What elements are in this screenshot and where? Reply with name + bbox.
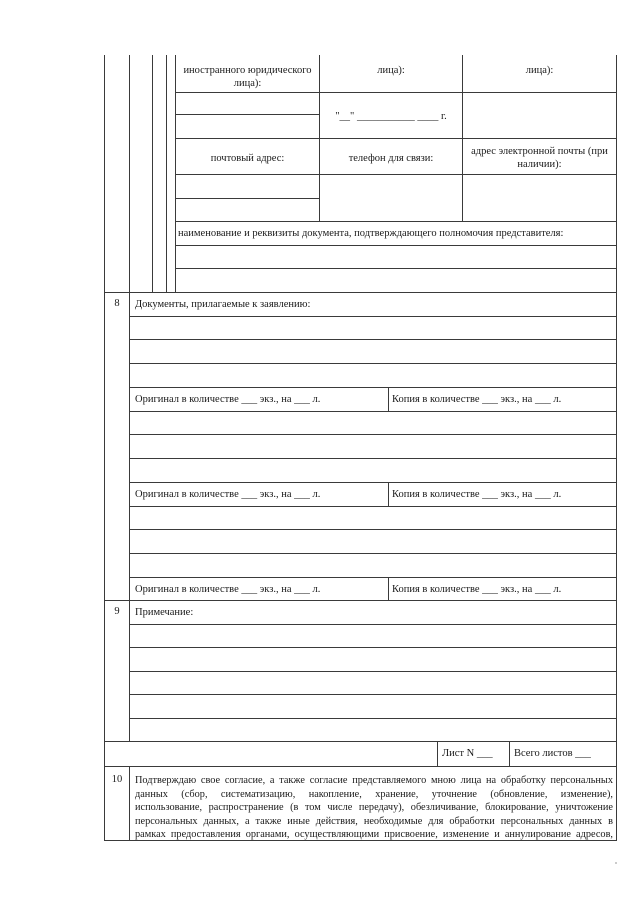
- section-10-number: 10: [111, 774, 123, 785]
- sheet-row-top-border: [104, 741, 617, 742]
- section-9-title: Примечание:: [135, 607, 194, 618]
- scan-speck: [615, 862, 617, 864]
- original-count-2: Оригинал в количестве ___ экз., на ___ л.: [135, 489, 321, 500]
- note-line: [130, 624, 617, 625]
- sheet-divider-2: [509, 741, 510, 766]
- doc-line: [130, 387, 617, 388]
- doc-line: [130, 458, 617, 459]
- consent-line: данных (сбор, систематизацию, накопление, хранение, уточнение (обновление, изменение),: [135, 788, 613, 800]
- copy-divider: [388, 482, 389, 506]
- original-count-3: Оригинал в количестве ___ экз., на ___ л.: [135, 584, 321, 595]
- consent-paragraph: [135, 774, 613, 842]
- note-line: [130, 671, 617, 672]
- doc-line: [130, 434, 617, 435]
- rep-col1-field-line: [175, 114, 319, 115]
- doc-line: [130, 411, 617, 412]
- doc-line: [130, 506, 617, 507]
- sheet-divider-1: [437, 741, 438, 766]
- rep-col1-header: иностранного юридического лица):: [183, 65, 312, 89]
- section-9-number: 9: [114, 606, 120, 617]
- doc-line: [130, 482, 617, 483]
- note-line: [130, 647, 617, 648]
- consent-line: использование, распространение (в том числе передачу), обезличивание, блокирование, уничтожение: [135, 802, 613, 814]
- consent-line: Подтверждаю свое согласие, а также согласие представляемого мною лица на обработку персональных: [135, 775, 613, 786]
- doc-line: [130, 316, 617, 317]
- note-line: [130, 694, 617, 695]
- rep-col3-header: лица):: [525, 65, 554, 76]
- rep-col2-header: лица):: [377, 65, 405, 76]
- copy-divider: [388, 577, 389, 600]
- rep-row-line: [175, 221, 617, 222]
- sheet-number: Лист N ___: [442, 748, 493, 759]
- number-column-divider: [129, 55, 130, 741]
- number-column-divider-10: [129, 766, 130, 840]
- phone-label: телефон для связи:: [348, 153, 434, 164]
- doc-line: [130, 553, 617, 554]
- total-sheets: Всего листов ___: [514, 748, 591, 759]
- section-9-top-border: [104, 600, 617, 601]
- note-line: [130, 718, 617, 719]
- authority-doc-label: наименование и реквизиты документа, подтверждающего полномочия представителя:: [178, 228, 564, 239]
- rep-row-line: [175, 92, 617, 93]
- postal-address-label: почтовый адрес:: [210, 153, 285, 164]
- rep-col1-field-line: [175, 198, 319, 199]
- table-left-border: [104, 55, 105, 840]
- copy-divider: [388, 387, 389, 411]
- doc-line: [130, 577, 617, 578]
- doc-line: [130, 339, 617, 340]
- section-8-number: 8: [114, 298, 120, 309]
- rep-date-field[interactable]: "__" ___________ ____ г.: [335, 111, 447, 122]
- rep-row-line: [175, 174, 617, 175]
- rep-row-line: [175, 245, 617, 246]
- table-right-border: [616, 55, 617, 840]
- copy-count-1: Копия в количестве ___ экз., на ___ л.: [392, 394, 562, 405]
- consent-line: персональных данных, а также иные действия, необходимые для обработки персональных данных в: [135, 815, 613, 827]
- section-8-top-border: [104, 292, 617, 293]
- indent-line-2: [166, 55, 167, 292]
- doc-line: [130, 363, 617, 364]
- section-10-top-border: [104, 766, 617, 767]
- doc-line: [130, 529, 617, 530]
- copy-count-2: Копия в количестве ___ экз., на ___ л.: [392, 489, 562, 500]
- indent-line-1: [152, 55, 153, 292]
- consent-line: рамках предоставления органами, осуществляющими присвоение, изменение и аннулирование адресов,: [135, 829, 613, 841]
- section-8-title: Документы, прилагаемые к заявлению:: [135, 299, 311, 310]
- email-label: адрес электронной почты (при наличии):: [471, 146, 608, 170]
- rep-row-line: [175, 268, 617, 269]
- original-count-1: Оригинал в количестве ___ экз., на ___ л.: [135, 394, 321, 405]
- rep-row-line: [175, 138, 617, 139]
- copy-count-3: Копия в количестве ___ экз., на ___ л.: [392, 584, 562, 595]
